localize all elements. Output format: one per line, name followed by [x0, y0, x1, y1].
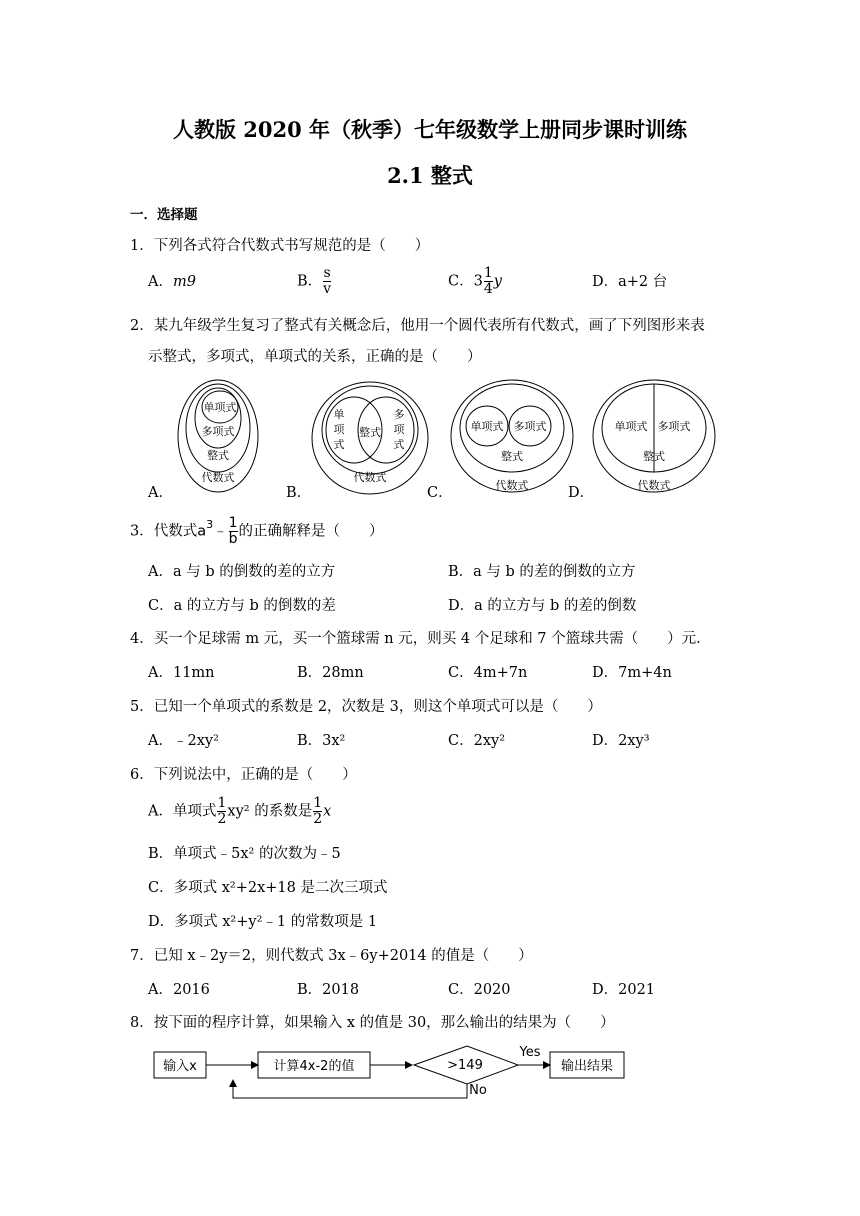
q2-label-a: A．: [148, 485, 173, 501]
q1-option-a: A．m9: [148, 274, 196, 290]
svg-text:整式: 整式: [643, 450, 665, 463]
q4-stem: 4．买一个足球需 m 元，买一个篮球需 n 元，则买 4 个足球和 7 个篮球共需（ ）元．: [130, 631, 711, 647]
svg-text:单项式: 单项式: [614, 420, 648, 433]
q6-option-a: A．单项式 $\frac{1}{2}$ xy² 的系数是 $\frac{1}{2}$ x: [148, 795, 332, 827]
q3-option-a: A．a 与 b 的倒数的差的立方: [148, 564, 336, 580]
q7-option-a: A．2016: [148, 982, 210, 998]
q6-option-d: D．多项式 x²+y²﹣1 的常数项是 1: [148, 914, 378, 930]
flow-no-label: No: [469, 1083, 487, 1098]
q2-label-b: B．: [286, 485, 312, 501]
svg-text:单: 单: [333, 408, 345, 421]
flow-input-text: 输入x: [163, 1059, 197, 1074]
svg-text:代数式: 代数式: [353, 471, 387, 484]
q7-option-b: B．2018: [297, 982, 360, 998]
flow-yes-label: Yes: [519, 1045, 541, 1060]
svg-text:多项式: 多项式: [657, 420, 691, 433]
q7-stem: 7．已知 x﹣2y＝2，则代数式 3x﹣6y+2014 的值是（ ）: [130, 948, 533, 964]
q6-stem: 6．下列说法中，正确的是（ ）: [130, 767, 357, 783]
svg-text:代数式: 代数式: [495, 479, 529, 492]
q3-option-b: B．a 与 b 的差的倒数的立方: [448, 564, 636, 580]
q4-option-a: A．11mn: [148, 665, 215, 681]
q5-option-d: D．2xy³: [592, 733, 650, 749]
svg-text:整式: 整式: [501, 450, 523, 463]
venn-a-zheng: 整式: [207, 449, 229, 462]
svg-text:式: 式: [333, 438, 345, 451]
q5-option-c: C．2xy²: [448, 733, 506, 749]
q2-venn-diagrams: [140, 378, 730, 500]
venn-a-dai: 代数式: [201, 471, 235, 484]
q7-option-d: D．2021: [592, 982, 656, 998]
svg-text:整式: 整式: [359, 426, 381, 439]
q1-option-b: B． $\frac{s}{v}$: [297, 265, 332, 297]
flow-output-text: 输出结果: [560, 1059, 614, 1074]
flow-condition-text: >149: [447, 1058, 483, 1073]
q4-option-c: C．4m+7n: [448, 665, 528, 681]
svg-text:多项式: 多项式: [513, 420, 547, 433]
page-subtitle: 2.1 整式: [387, 163, 473, 188]
q2-stem-line2: 示整式，多项式，单项式的关系，正确的是（ ）: [148, 349, 482, 365]
q4-option-b: B．28mn: [297, 665, 364, 681]
q6-option-c: C．多项式 x²+2x+18 是二次三项式: [148, 880, 388, 896]
q2-stem-line1: 2．某九年级学生复习了整式有关概念后，他用一个圆代表所有代数式，画了下列图形来表: [130, 318, 705, 334]
q5-stem: 5．已知一个单项式的系数是 2，次数是 3，则这个单项式可以是（ ）: [130, 699, 602, 715]
venn-c: [451, 380, 573, 492]
q1-option-d: D．a+2 台: [592, 274, 668, 290]
q5-option-a: A．﹣2xy²: [148, 733, 219, 749]
venn-b: [312, 382, 428, 494]
q3-stem: 3．代数式$a^3﹣$ $\frac{1}{b}$ 的正确解释是（ ）: [130, 515, 384, 547]
q7-option-c: C．2020: [448, 982, 511, 998]
q6-option-b: B．单项式﹣5x² 的次数为﹣5: [148, 846, 341, 862]
q1-option-c: C．3 $\frac{1}{4}$ y: [448, 265, 502, 297]
q2-label-c: C．: [427, 485, 453, 501]
q3-option-d: D．a 的立方与 b 的差的倒数: [448, 598, 637, 614]
svg-text:式: 式: [393, 438, 405, 451]
venn-d: [593, 380, 715, 492]
flow-calc-text: 计算4x-2的值: [273, 1059, 355, 1074]
section-heading: 一．选择题: [130, 207, 198, 223]
page-title: 人教版 2020 年（秋季）七年级数学上册同步课时训练: [172, 117, 688, 142]
q8-flowchart: [150, 1042, 650, 1104]
venn-a: [178, 380, 258, 492]
q8-stem: 8．按下面的程序计算，如果输入 x 的值是 30，那么输出的结果为（ ）: [130, 1015, 615, 1031]
q3-option-c: C．a 的立方与 b 的倒数的差: [148, 598, 336, 614]
svg-text:代数式: 代数式: [637, 479, 671, 492]
q5-option-b: B．3x²: [297, 733, 346, 749]
q1-stem: 1．下列各式符合代数式书写规范的是（ ）: [130, 238, 430, 254]
svg-text:项: 项: [393, 423, 405, 436]
svg-text:多: 多: [393, 408, 405, 421]
svg-text:项: 项: [333, 423, 345, 436]
svg-text:单项式: 单项式: [470, 420, 504, 433]
q4-option-d: D．7m+4n: [592, 665, 672, 681]
venn-a-dan: 单项式: [203, 401, 237, 414]
q2-label-d: D．: [568, 485, 595, 501]
venn-a-duo: 多项式: [201, 425, 235, 438]
